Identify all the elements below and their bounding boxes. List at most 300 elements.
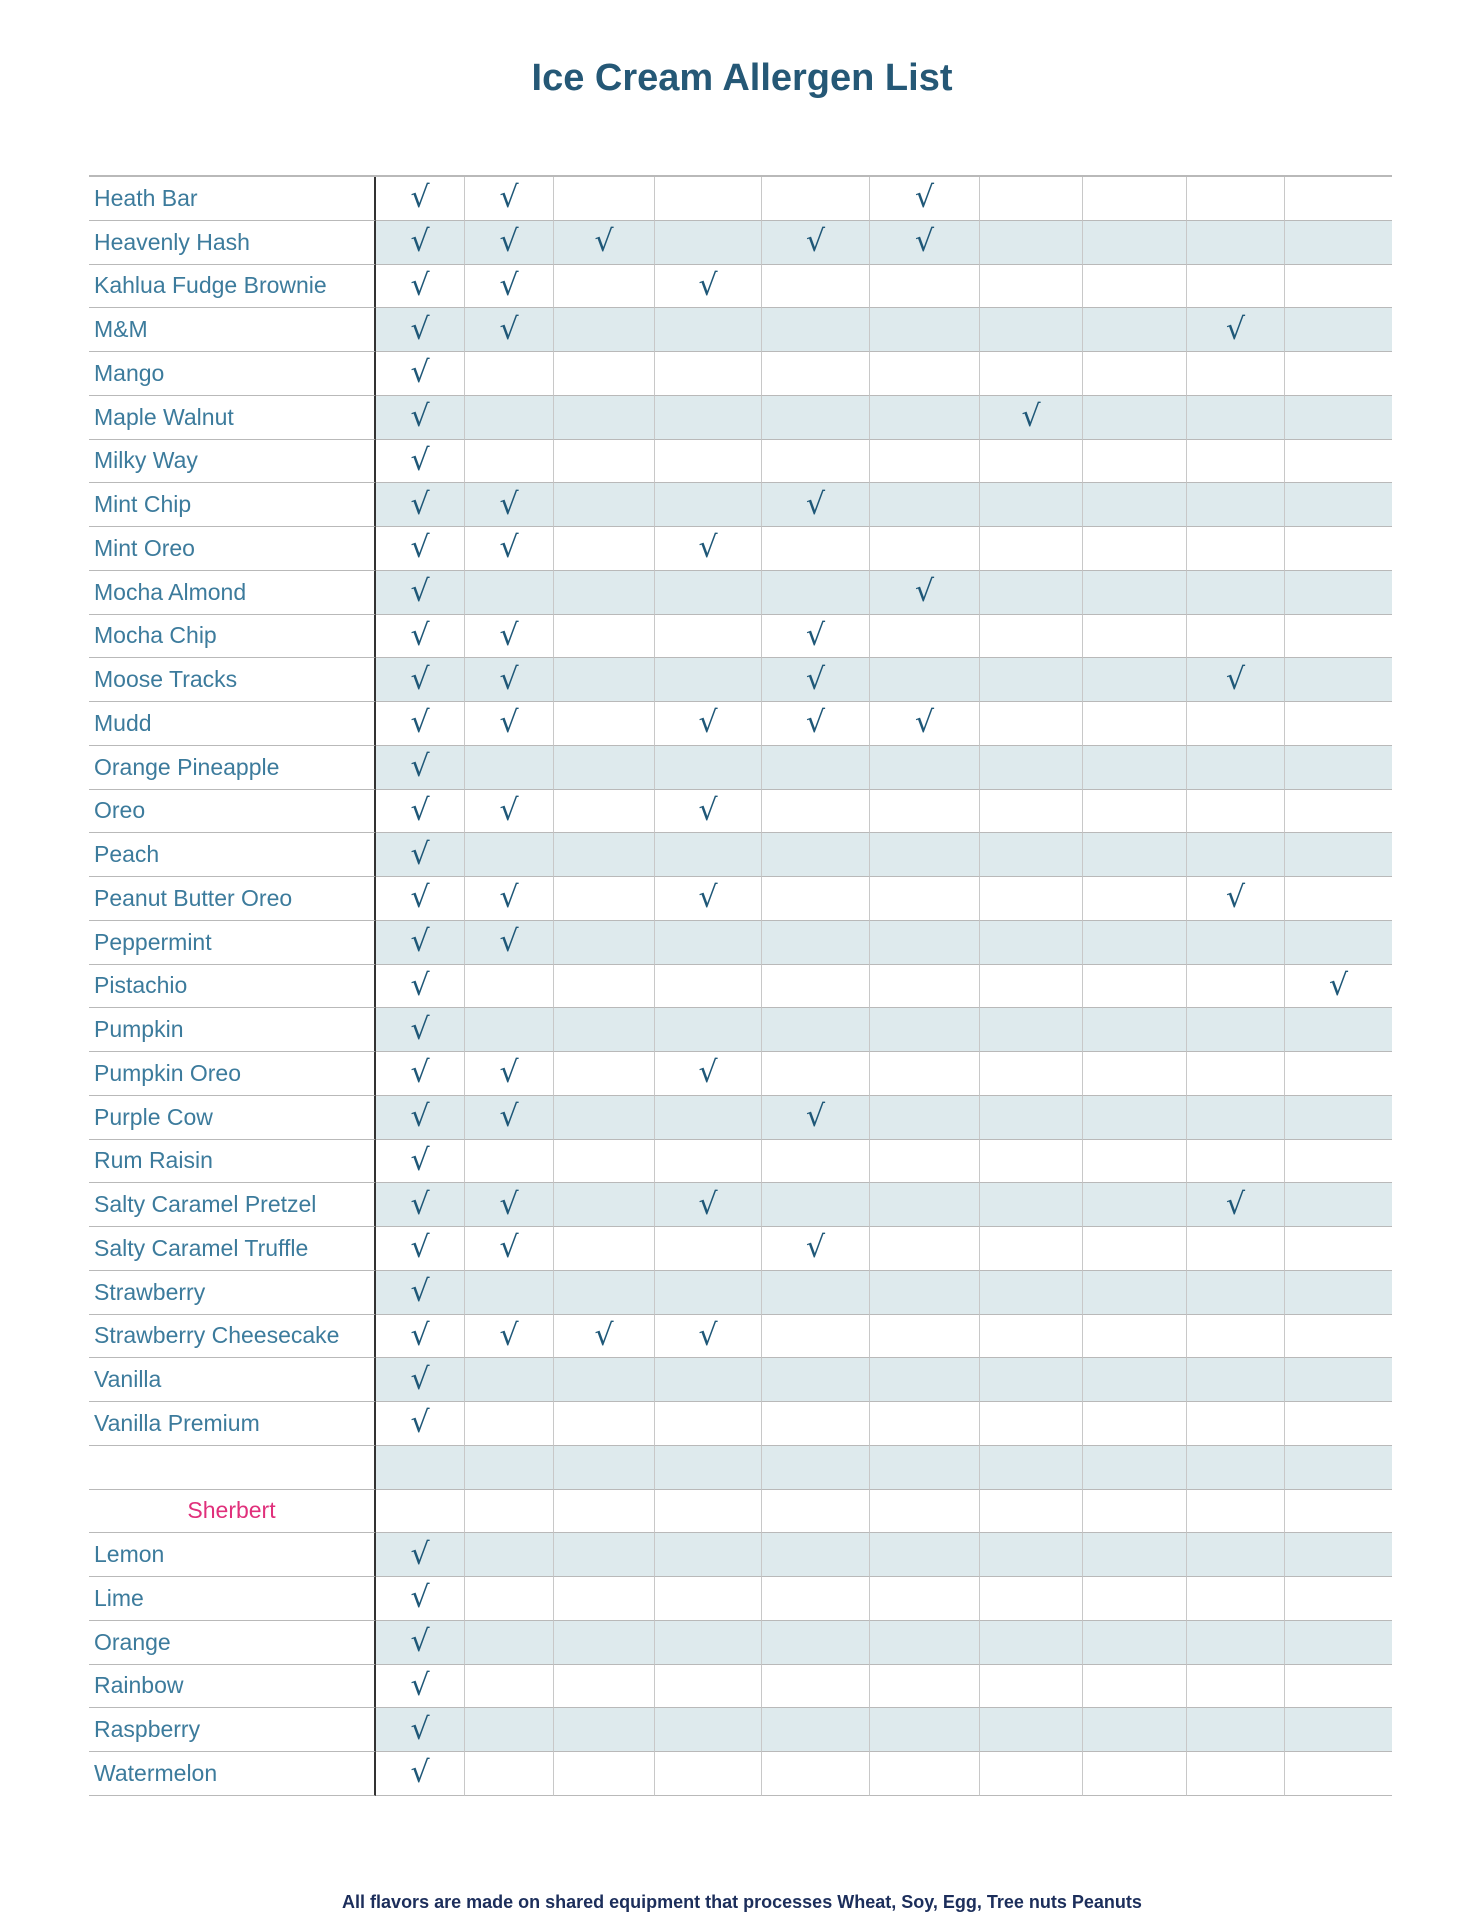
allergen-cell xyxy=(870,921,980,965)
allergen-cell xyxy=(870,1665,980,1709)
allergen-cell xyxy=(1083,658,1187,702)
allergen-cell xyxy=(465,615,554,659)
flavor-name: Oreo xyxy=(89,790,376,834)
allergen-cell xyxy=(870,177,980,221)
allergen-cell xyxy=(762,790,870,834)
allergen-cell xyxy=(870,352,980,396)
allergen-cell xyxy=(980,308,1083,352)
allergen-cell xyxy=(762,221,870,265)
allergen-cell xyxy=(655,440,762,484)
check-mark-icon: √ xyxy=(698,880,718,916)
allergen-cell xyxy=(1083,615,1187,659)
allergen-cell xyxy=(1187,1752,1285,1796)
allergen-cell xyxy=(1285,440,1392,484)
allergen-cell xyxy=(376,615,465,659)
allergen-cell xyxy=(465,1402,554,1446)
flavor-name: Lemon xyxy=(89,1533,376,1577)
allergen-cell xyxy=(465,1315,554,1359)
flavor-name: Mocha Chip xyxy=(89,615,376,659)
allergen-cell xyxy=(1285,308,1392,352)
allergen-cell xyxy=(870,1708,980,1752)
allergen-cell xyxy=(465,1490,554,1534)
allergen-cell xyxy=(980,790,1083,834)
allergen-cell xyxy=(655,1402,762,1446)
allergen-cell xyxy=(870,702,980,746)
allergen-cell xyxy=(1187,921,1285,965)
allergen-cell xyxy=(1083,1358,1187,1402)
check-mark-icon: √ xyxy=(805,486,826,522)
allergen-cell xyxy=(655,396,762,440)
check-mark-icon: √ xyxy=(805,661,826,697)
allergen-cell xyxy=(1187,440,1285,484)
allergen-cell xyxy=(655,527,762,571)
allergen-cell xyxy=(376,1577,465,1621)
allergen-cell xyxy=(1285,1271,1392,1315)
allergen-cell xyxy=(870,1008,980,1052)
allergen-cell xyxy=(376,965,465,1009)
allergen-cell xyxy=(1083,1227,1187,1271)
allergen-cell xyxy=(1187,1358,1285,1402)
allergen-cell xyxy=(465,1140,554,1184)
allergen-cell xyxy=(465,1533,554,1577)
check-mark-icon: √ xyxy=(698,705,718,741)
check-mark-icon: √ xyxy=(410,1230,430,1266)
allergen-cell xyxy=(465,1227,554,1271)
check-mark-icon: √ xyxy=(499,1317,519,1353)
flavor-name: Purple Cow xyxy=(89,1096,376,1140)
allergen-cell xyxy=(1083,921,1187,965)
allergen-cell xyxy=(376,1708,465,1752)
allergen-cell xyxy=(1285,483,1392,527)
allergen-cell xyxy=(554,1533,655,1577)
allergen-cell xyxy=(1285,833,1392,877)
allergen-cell xyxy=(1285,1752,1392,1796)
flavor-name: Orange Pineapple xyxy=(89,746,376,790)
allergen-cell xyxy=(465,177,554,221)
allergen-cell xyxy=(655,1752,762,1796)
check-mark-icon: √ xyxy=(410,880,430,916)
allergen-cell xyxy=(465,1183,554,1227)
allergen-cell xyxy=(554,1227,655,1271)
allergen-cell xyxy=(655,1708,762,1752)
allergen-cell xyxy=(376,746,465,790)
check-mark-icon: √ xyxy=(410,1536,430,1572)
check-mark-icon: √ xyxy=(410,355,430,391)
allergen-cell xyxy=(554,1577,655,1621)
flavor-name: Watermelon xyxy=(89,1752,376,1796)
allergen-cell xyxy=(1187,1052,1285,1096)
allergen-cell xyxy=(762,1227,870,1271)
allergen-cell xyxy=(465,440,554,484)
allergen-cell xyxy=(1285,658,1392,702)
allergen-cell xyxy=(465,921,554,965)
allergen-cell xyxy=(655,483,762,527)
allergen-cell xyxy=(554,790,655,834)
check-mark-icon: √ xyxy=(410,486,430,522)
allergen-cell xyxy=(1187,352,1285,396)
allergen-cell xyxy=(1285,571,1392,615)
allergen-cell xyxy=(980,1446,1083,1490)
allergen-cell xyxy=(870,396,980,440)
allergen-cell xyxy=(376,221,465,265)
allergen-cell xyxy=(554,1008,655,1052)
allergen-cell xyxy=(980,1708,1083,1752)
check-mark-icon: √ xyxy=(410,399,430,435)
allergen-cell xyxy=(1083,440,1187,484)
allergen-cell xyxy=(1187,265,1285,309)
allergen-cell xyxy=(1285,1490,1392,1534)
allergen-cell xyxy=(376,1665,465,1709)
allergen-cell xyxy=(980,1752,1083,1796)
allergen-cell xyxy=(762,1665,870,1709)
allergen-cell xyxy=(762,1752,870,1796)
allergen-cell xyxy=(465,1665,554,1709)
allergen-cell xyxy=(870,1446,980,1490)
allergen-cell xyxy=(554,440,655,484)
check-mark-icon: √ xyxy=(410,1142,430,1178)
allergen-cell xyxy=(1083,177,1187,221)
allergen-cell xyxy=(465,308,554,352)
check-mark-icon: √ xyxy=(410,574,430,610)
allergen-cell xyxy=(980,1096,1083,1140)
check-mark-icon: √ xyxy=(410,1667,430,1703)
allergen-cell xyxy=(1083,1490,1187,1534)
allergen-cell xyxy=(762,308,870,352)
allergen-cell xyxy=(376,1621,465,1665)
flavor-name: Peach xyxy=(89,833,376,877)
check-mark-icon: √ xyxy=(914,574,935,610)
allergen-cell xyxy=(1083,1533,1187,1577)
allergen-cell xyxy=(376,1402,465,1446)
allergen-cell xyxy=(554,1621,655,1665)
allergen-cell xyxy=(762,440,870,484)
allergen-cell xyxy=(980,1358,1083,1402)
allergen-cell xyxy=(554,877,655,921)
check-mark-icon: √ xyxy=(410,1317,430,1353)
flavor-name: Peppermint xyxy=(89,921,376,965)
allergen-cell xyxy=(762,921,870,965)
allergen-cell xyxy=(980,1140,1083,1184)
allergen-cell xyxy=(1285,177,1392,221)
check-mark-icon: √ xyxy=(410,1361,430,1397)
allergen-cell xyxy=(980,177,1083,221)
allergen-cell xyxy=(870,1533,980,1577)
check-mark-icon: √ xyxy=(499,267,519,303)
flavor-name: Heavenly Hash xyxy=(89,221,376,265)
allergen-cell xyxy=(655,1227,762,1271)
allergen-cell xyxy=(980,527,1083,571)
allergen-cell xyxy=(376,1533,465,1577)
check-mark-icon: √ xyxy=(410,1711,430,1747)
allergen-cell xyxy=(870,965,980,1009)
allergen-cell xyxy=(870,658,980,702)
allergen-cell xyxy=(1285,1446,1392,1490)
allergen-cell xyxy=(554,527,655,571)
check-mark-icon: √ xyxy=(499,1099,519,1135)
allergen-cell xyxy=(1285,1227,1392,1271)
allergen-cell xyxy=(655,1315,762,1359)
allergen-cell xyxy=(465,221,554,265)
allergen-cell xyxy=(1083,1183,1187,1227)
allergen-cell xyxy=(980,1577,1083,1621)
check-mark-icon: √ xyxy=(1225,661,1246,697)
allergen-cell xyxy=(1083,1402,1187,1446)
check-mark-icon: √ xyxy=(698,1186,718,1222)
allergen-cell xyxy=(1187,396,1285,440)
allergen-cell xyxy=(980,615,1083,659)
allergen-cell xyxy=(1083,1052,1187,1096)
allergen-cell xyxy=(762,1358,870,1402)
check-mark-icon: √ xyxy=(410,1405,430,1441)
allergen-cell xyxy=(762,1490,870,1534)
allergen-cell xyxy=(870,1490,980,1534)
allergen-cell xyxy=(376,790,465,834)
allergen-cell xyxy=(1285,1665,1392,1709)
check-mark-icon: √ xyxy=(805,705,826,741)
check-mark-icon: √ xyxy=(594,1317,614,1353)
allergen-cell xyxy=(870,1402,980,1446)
allergen-cell xyxy=(1083,1096,1187,1140)
allergen-cell xyxy=(1187,1708,1285,1752)
check-mark-icon: √ xyxy=(499,617,519,653)
allergen-cell xyxy=(980,965,1083,1009)
allergen-cell xyxy=(376,396,465,440)
allergen-cell xyxy=(1285,1402,1392,1446)
flavor-name: Mango xyxy=(89,352,376,396)
allergen-cell xyxy=(554,1096,655,1140)
allergen-cell xyxy=(465,396,554,440)
allergen-cell xyxy=(870,527,980,571)
footer-note: All flavors are made on shared equipment that processes Wheat, Soy, Egg, Tree nuts Peanuts xyxy=(342,1892,1142,1912)
flavor-name: Mocha Almond xyxy=(89,571,376,615)
check-mark-icon: √ xyxy=(410,749,430,785)
allergen-cell xyxy=(1187,1315,1285,1359)
allergen-cell xyxy=(376,1490,465,1534)
allergen-cell xyxy=(554,396,655,440)
allergen-cell xyxy=(1083,1665,1187,1709)
allergen-cell xyxy=(1187,965,1285,1009)
allergen-cell xyxy=(376,1008,465,1052)
allergen-cell xyxy=(655,658,762,702)
allergen-cell xyxy=(870,1577,980,1621)
allergen-cell xyxy=(1187,1621,1285,1665)
allergen-cell xyxy=(376,352,465,396)
allergen-cell xyxy=(870,1315,980,1359)
allergen-cell xyxy=(1083,1446,1187,1490)
allergen-cell xyxy=(1083,877,1187,921)
allergen-cell xyxy=(1285,1577,1392,1621)
allergen-cell xyxy=(1187,615,1285,659)
allergen-cell xyxy=(1083,308,1187,352)
allergen-cell xyxy=(655,177,762,221)
allergen-cell xyxy=(1285,527,1392,571)
allergen-table xyxy=(89,175,1392,1796)
allergen-cell xyxy=(980,1183,1083,1227)
check-mark-icon: √ xyxy=(499,224,519,260)
allergen-cell xyxy=(465,746,554,790)
check-mark-icon: √ xyxy=(499,1055,519,1091)
check-mark-icon: √ xyxy=(410,180,430,216)
allergen-cell xyxy=(1083,1315,1187,1359)
allergen-cell xyxy=(376,702,465,746)
allergen-cell xyxy=(762,1052,870,1096)
flavor-name: Pumpkin Oreo xyxy=(89,1052,376,1096)
allergen-cell xyxy=(1083,527,1187,571)
allergen-cell xyxy=(1083,483,1187,527)
allergen-cell xyxy=(980,483,1083,527)
flavor-name: Orange xyxy=(89,1621,376,1665)
allergen-cell xyxy=(980,352,1083,396)
allergen-cell xyxy=(1285,921,1392,965)
allergen-cell xyxy=(554,1446,655,1490)
check-mark-icon: √ xyxy=(410,661,430,697)
allergen-cell xyxy=(465,1358,554,1402)
allergen-cell xyxy=(465,1008,554,1052)
allergen-cell xyxy=(1083,396,1187,440)
allergen-cell xyxy=(1187,483,1285,527)
allergen-cell xyxy=(980,1008,1083,1052)
allergen-cell xyxy=(1285,1183,1392,1227)
allergen-cell xyxy=(376,571,465,615)
allergen-cell xyxy=(1187,1140,1285,1184)
allergen-cell xyxy=(376,1271,465,1315)
allergen-cell xyxy=(465,1708,554,1752)
allergen-cell xyxy=(1285,1008,1392,1052)
allergen-cell xyxy=(1187,746,1285,790)
allergen-cell xyxy=(870,221,980,265)
allergen-cell xyxy=(376,877,465,921)
check-mark-icon: √ xyxy=(1225,880,1246,916)
allergen-cell xyxy=(870,1271,980,1315)
allergen-cell xyxy=(655,1665,762,1709)
allergen-cell xyxy=(376,1358,465,1402)
allergen-cell xyxy=(980,1402,1083,1446)
allergen-cell xyxy=(1083,833,1187,877)
allergen-cell xyxy=(554,571,655,615)
allergen-cell xyxy=(655,571,762,615)
allergen-cell xyxy=(762,1271,870,1315)
allergen-cell xyxy=(1083,221,1187,265)
allergen-cell xyxy=(762,1577,870,1621)
allergen-cell xyxy=(655,1183,762,1227)
allergen-cell xyxy=(762,658,870,702)
allergen-cell xyxy=(762,571,870,615)
allergen-cell xyxy=(1285,221,1392,265)
allergen-cell xyxy=(655,790,762,834)
check-mark-icon: √ xyxy=(1328,967,1349,1003)
allergen-cell xyxy=(376,1446,465,1490)
allergen-cell xyxy=(465,483,554,527)
allergen-cell xyxy=(980,1490,1083,1534)
allergen-cell xyxy=(655,221,762,265)
allergen-cell xyxy=(376,1183,465,1227)
check-mark-icon: √ xyxy=(1021,399,1041,435)
flavor-name: Rum Raisin xyxy=(89,1140,376,1184)
allergen-cell xyxy=(554,1358,655,1402)
allergen-cell xyxy=(762,1140,870,1184)
allergen-cell xyxy=(376,308,465,352)
allergen-cell xyxy=(1187,527,1285,571)
allergen-cell xyxy=(554,308,655,352)
allergen-cell xyxy=(465,877,554,921)
allergen-cell xyxy=(465,702,554,746)
check-mark-icon: √ xyxy=(410,967,430,1003)
allergen-cell xyxy=(980,1665,1083,1709)
allergen-cell xyxy=(980,702,1083,746)
allergen-cell xyxy=(465,1271,554,1315)
allergen-cell xyxy=(1187,1665,1285,1709)
allergen-cell xyxy=(465,571,554,615)
allergen-cell xyxy=(1187,877,1285,921)
check-mark-icon: √ xyxy=(499,924,519,960)
allergen-cell xyxy=(1187,658,1285,702)
allergen-cell xyxy=(554,965,655,1009)
flavor-name: Heath Bar xyxy=(89,177,376,221)
allergen-cell xyxy=(980,658,1083,702)
check-mark-icon: √ xyxy=(698,1055,718,1091)
allergen-cell xyxy=(980,1533,1083,1577)
allergen-cell xyxy=(870,790,980,834)
allergen-cell xyxy=(762,396,870,440)
check-mark-icon: √ xyxy=(698,530,718,566)
allergen-cell xyxy=(1285,1621,1392,1665)
check-mark-icon: √ xyxy=(805,617,826,653)
allergen-cell xyxy=(1187,177,1285,221)
check-mark-icon: √ xyxy=(805,224,826,260)
allergen-cell xyxy=(655,352,762,396)
check-mark-icon: √ xyxy=(410,617,430,653)
check-mark-icon: √ xyxy=(1225,1186,1246,1222)
check-mark-icon: √ xyxy=(499,661,519,697)
allergen-cell xyxy=(655,1621,762,1665)
allergen-cell xyxy=(1285,615,1392,659)
allergen-cell xyxy=(762,1621,870,1665)
allergen-cell xyxy=(465,1752,554,1796)
check-mark-icon: √ xyxy=(410,792,430,828)
flavor-name: Salty Caramel Truffle xyxy=(89,1227,376,1271)
flavor-name: Strawberry Cheesecake xyxy=(89,1315,376,1359)
allergen-cell xyxy=(870,1096,980,1140)
check-mark-icon: √ xyxy=(410,1755,430,1791)
allergen-cell xyxy=(376,1096,465,1140)
check-mark-icon: √ xyxy=(914,180,935,216)
allergen-cell xyxy=(870,1227,980,1271)
allergen-cell xyxy=(1285,265,1392,309)
check-mark-icon: √ xyxy=(410,267,430,303)
allergen-cell xyxy=(1187,1446,1285,1490)
allergen-cell xyxy=(554,658,655,702)
allergen-cell xyxy=(870,1052,980,1096)
allergen-cell xyxy=(980,396,1083,440)
check-mark-icon: √ xyxy=(499,1186,519,1222)
check-mark-icon: √ xyxy=(698,1317,718,1353)
allergen-cell xyxy=(554,177,655,221)
allergen-cell xyxy=(1285,877,1392,921)
allergen-cell xyxy=(655,1577,762,1621)
allergen-cell xyxy=(762,177,870,221)
allergen-cell xyxy=(1083,352,1187,396)
allergen-cell xyxy=(554,1183,655,1227)
allergen-cell xyxy=(980,221,1083,265)
check-mark-icon: √ xyxy=(410,1011,430,1047)
allergen-cell xyxy=(376,265,465,309)
allergen-cell xyxy=(655,1358,762,1402)
page-title: Ice Cream Allergen List xyxy=(531,57,953,99)
flavor-name: Salty Caramel Pretzel xyxy=(89,1183,376,1227)
allergen-cell xyxy=(465,352,554,396)
allergen-cell xyxy=(376,527,465,571)
allergen-cell xyxy=(465,1446,554,1490)
